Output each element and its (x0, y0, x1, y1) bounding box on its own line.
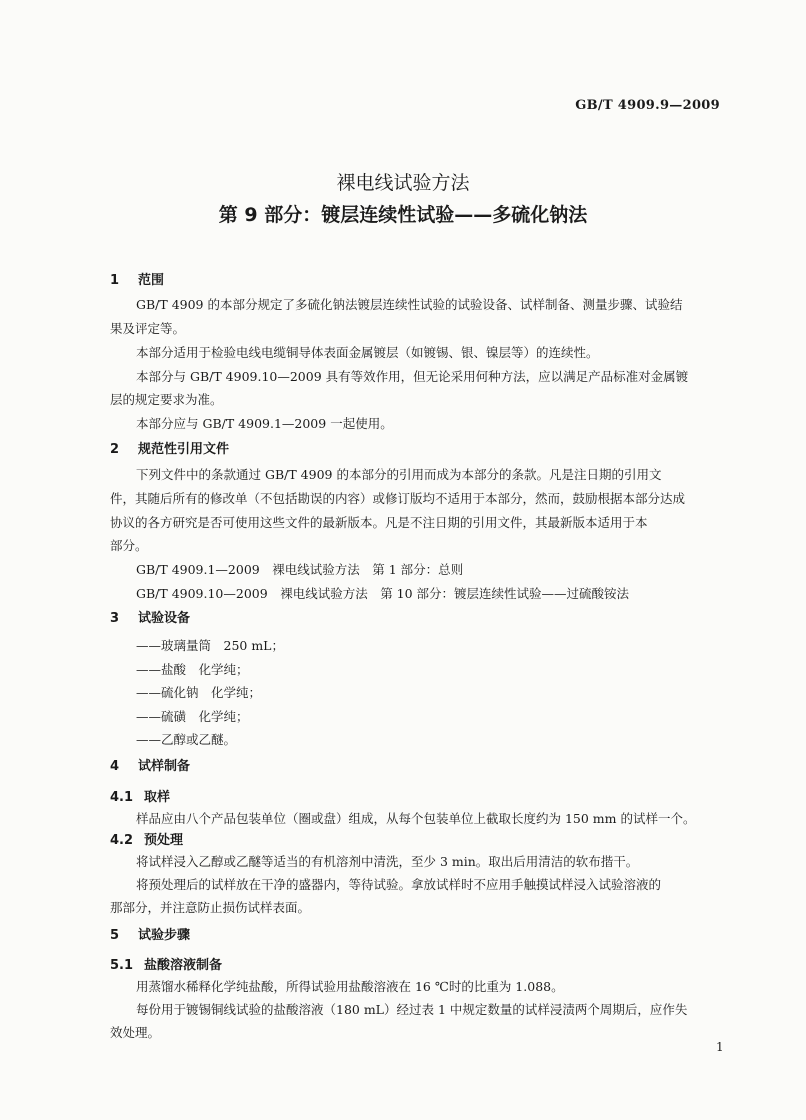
paragraph: GB/T 4909 的本部分规定了多硫化钠法镀层连续性试验的试验设备、试样制备、测量步骤、试验结 (136, 297, 683, 312)
section-3-heading (110, 607, 190, 626)
section-number: 4 (110, 759, 120, 774)
standard-code: GB/T 4909.9—2009 (575, 98, 720, 113)
paragraph: 样品应由八个产品包装单位（圈或盘）组成，从每个包装单位上截取长度约为 150 mm 的试样一个。 (136, 811, 696, 826)
list-item: ——乙醇或乙醚。 (136, 732, 237, 747)
subsection-4-1-heading (110, 786, 170, 805)
section-5-heading (110, 924, 190, 943)
subsection-number: 4.2 (110, 833, 134, 848)
paragraph: 本部分应与 GB/T 4909.1—2009 一起使用。 (136, 416, 393, 431)
list-item: ——硫化钠 化学纯； (136, 685, 262, 700)
list-item: ——盐酸 化学纯； (136, 662, 249, 677)
section-title: 范围 (138, 273, 165, 288)
section-title: 试验设备 (138, 611, 191, 626)
section-title: 试样制备 (138, 759, 191, 774)
paragraph: 每份用于镀锡铜线试验的盐酸溶液（180 mL）经过表 1 中规定数量的试样浸渍两个周期后，应作失 (136, 1002, 688, 1017)
section-4-heading (110, 755, 190, 774)
section-2-heading (110, 438, 229, 457)
section-1-heading (110, 269, 164, 288)
paragraph: 层的规定要求为准。 (110, 392, 223, 407)
subsection-number: 4.1 (110, 790, 134, 805)
subsection-5-1-heading (110, 954, 222, 973)
paragraph: 下列文件中的条款通过 GB/T 4909 的本部分的引用而成为本部分的条款。凡是注日期的引用文 (136, 467, 662, 482)
paragraph: 用蒸馏水稀释化学纯盐酸，所得试验用盐酸溶液在 16 ℃时的比重为 1.088。 (136, 979, 564, 994)
subsection-number: 5.1 (110, 958, 134, 973)
subsection-title: 盐酸溶液制备 (144, 958, 223, 973)
section-number: 3 (110, 611, 120, 626)
section-title: 规范性引用文件 (138, 442, 230, 457)
reference-item: GB/T 4909.1—2009 裸电线试验方法 第 1 部分：总则 (136, 562, 464, 577)
section-number: 1 (110, 273, 120, 288)
paragraph: 本部分与 GB/T 4909.10—2009 具有等效作用，但无论采用何种方法，应以满足产品标准对金属镀 (136, 369, 689, 384)
document-subtitle: 第 9 部分：镀层连续性试验——多硫化钠法 (218, 204, 588, 226)
paragraph: 协议的各方研究是否可使用这些文件的最新版本。凡是不注日期的引用文件，其最新版本适用于本 (110, 515, 648, 530)
subsection-4-2-heading (110, 829, 183, 848)
paragraph: 本部分适用于检验电线电缆铜导体表面金属镀层（如镀锡、银、镍层等）的连续性。 (136, 345, 599, 360)
paragraph: 部分。 (110, 538, 148, 553)
paragraph: 将预处理后的试样放在干净的盛器内，等待试验。拿放试样时不应用手触摸试样浸入试验溶液的 (136, 877, 662, 892)
subsection-title: 取样 (144, 790, 171, 805)
page-number: 1 (716, 1040, 724, 1054)
document-title: 裸电线试验方法 (336, 172, 470, 194)
section-number: 2 (110, 442, 120, 457)
section-title: 试验步骤 (138, 928, 191, 943)
section-number: 5 (110, 928, 120, 943)
subsection-title: 预处理 (144, 833, 184, 848)
list-item: ——硫磺 化学纯； (136, 709, 249, 724)
paragraph: 件，其随后所有的修改单（不包括勘误的内容）或修订版均不适用于本部分，然而，鼓励根据本部分达成 (110, 491, 686, 506)
paragraph: 效处理。 (110, 1025, 161, 1040)
reference-item: GB/T 4909.10—2009 裸电线试验方法 第 10 部分：镀层连续性试验——过硫酸铵法 (136, 586, 630, 601)
paragraph: 将试样浸入乙醇或乙醚等适当的有机溶剂中清洗，至少 3 min。取出后用清洁的软布揩干。 (136, 854, 639, 869)
paragraph: 果及评定等。 (110, 321, 186, 336)
list-item: ——玻璃量筒 250 mL； (136, 638, 284, 653)
paragraph: 那部分，并注意防止损伤试样表面。 (110, 900, 311, 915)
